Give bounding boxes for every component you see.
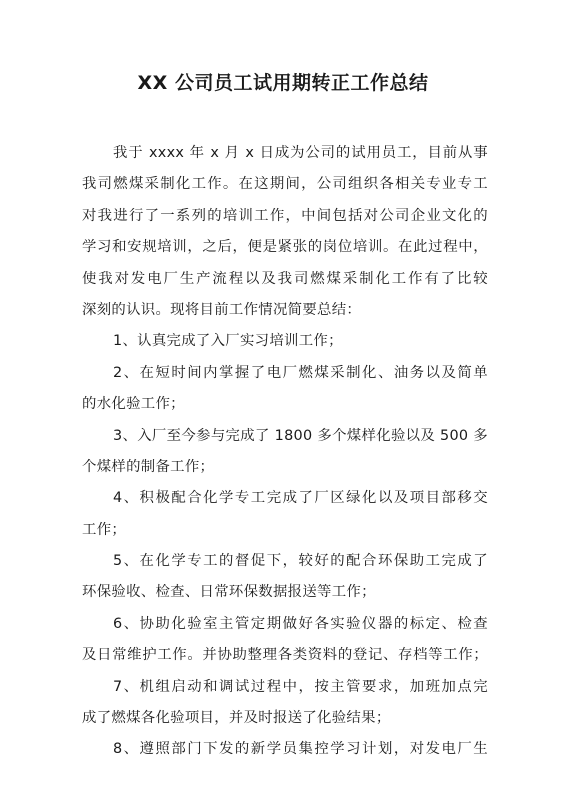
list-item: 7、机组启动和调试过程中，按主管要求，加班加点完 bbox=[113, 678, 488, 695]
list-item: 2、在短时间内掌握了电厂燃煤采制化、油务以及简单 bbox=[113, 364, 488, 381]
list-item: 4、积极配合化学专工完成了厂区绿化以及项目部移交 bbox=[113, 490, 488, 507]
list-item-continuation: 工作； bbox=[82, 521, 127, 538]
paragraph-line: 我司燃煤采制化工作。在这期间，公司组织各相关专业专工 bbox=[82, 176, 488, 193]
list-item: 8、遵照部门下发的新学员集控学习计划，对发电厂生 bbox=[113, 741, 488, 758]
paragraph-line: 我于 xxxx 年 x 月 x 日成为公司的试用员工，目前从事 bbox=[113, 145, 488, 161]
paragraph-line: 使我对发电厂生产流程以及我司燃煤采制化工作有了比较 bbox=[82, 270, 488, 287]
paragraph-line: 深刻的认识。现将目前工作情况简要总结： bbox=[82, 301, 362, 318]
list-item-continuation: 的水化验工作； bbox=[82, 396, 185, 413]
list-item-continuation: 个煤样的制备工作； bbox=[82, 458, 215, 475]
document-title: XX 公司员工试用期转正工作总结 bbox=[137, 72, 429, 94]
list-item: 5、在化学专工的督促下，较好的配合环保助工完成了 bbox=[113, 553, 488, 570]
list-item-continuation: 成了燃煤各化验项目，并及时报送了化验结果； bbox=[82, 710, 391, 727]
paragraph-line: 对我进行了一系列的培训工作，中间包括对公司企业文化的 bbox=[82, 207, 488, 224]
list-item-continuation: 及日常维护工作。并协助整理各类资料的登记、存档等工作； bbox=[82, 647, 488, 664]
list-item: 1、认真完成了入厂实习培训工作； bbox=[113, 333, 343, 350]
list-item-continuation: 环保验收、检查、日常环保数据报送等工作； bbox=[82, 584, 376, 601]
document-body bbox=[82, 138, 488, 766]
paragraph-line: 学习和安规培训，之后，便是紧张的岗位培训。在此过程中， bbox=[82, 239, 488, 256]
list-item: 3、入厂至今参与完成了 1800 多个煤样化验以及 500 多 bbox=[113, 427, 488, 444]
list-item: 6、协助化验室主管定期做好各实验仪器的标定、检查 bbox=[113, 615, 488, 632]
